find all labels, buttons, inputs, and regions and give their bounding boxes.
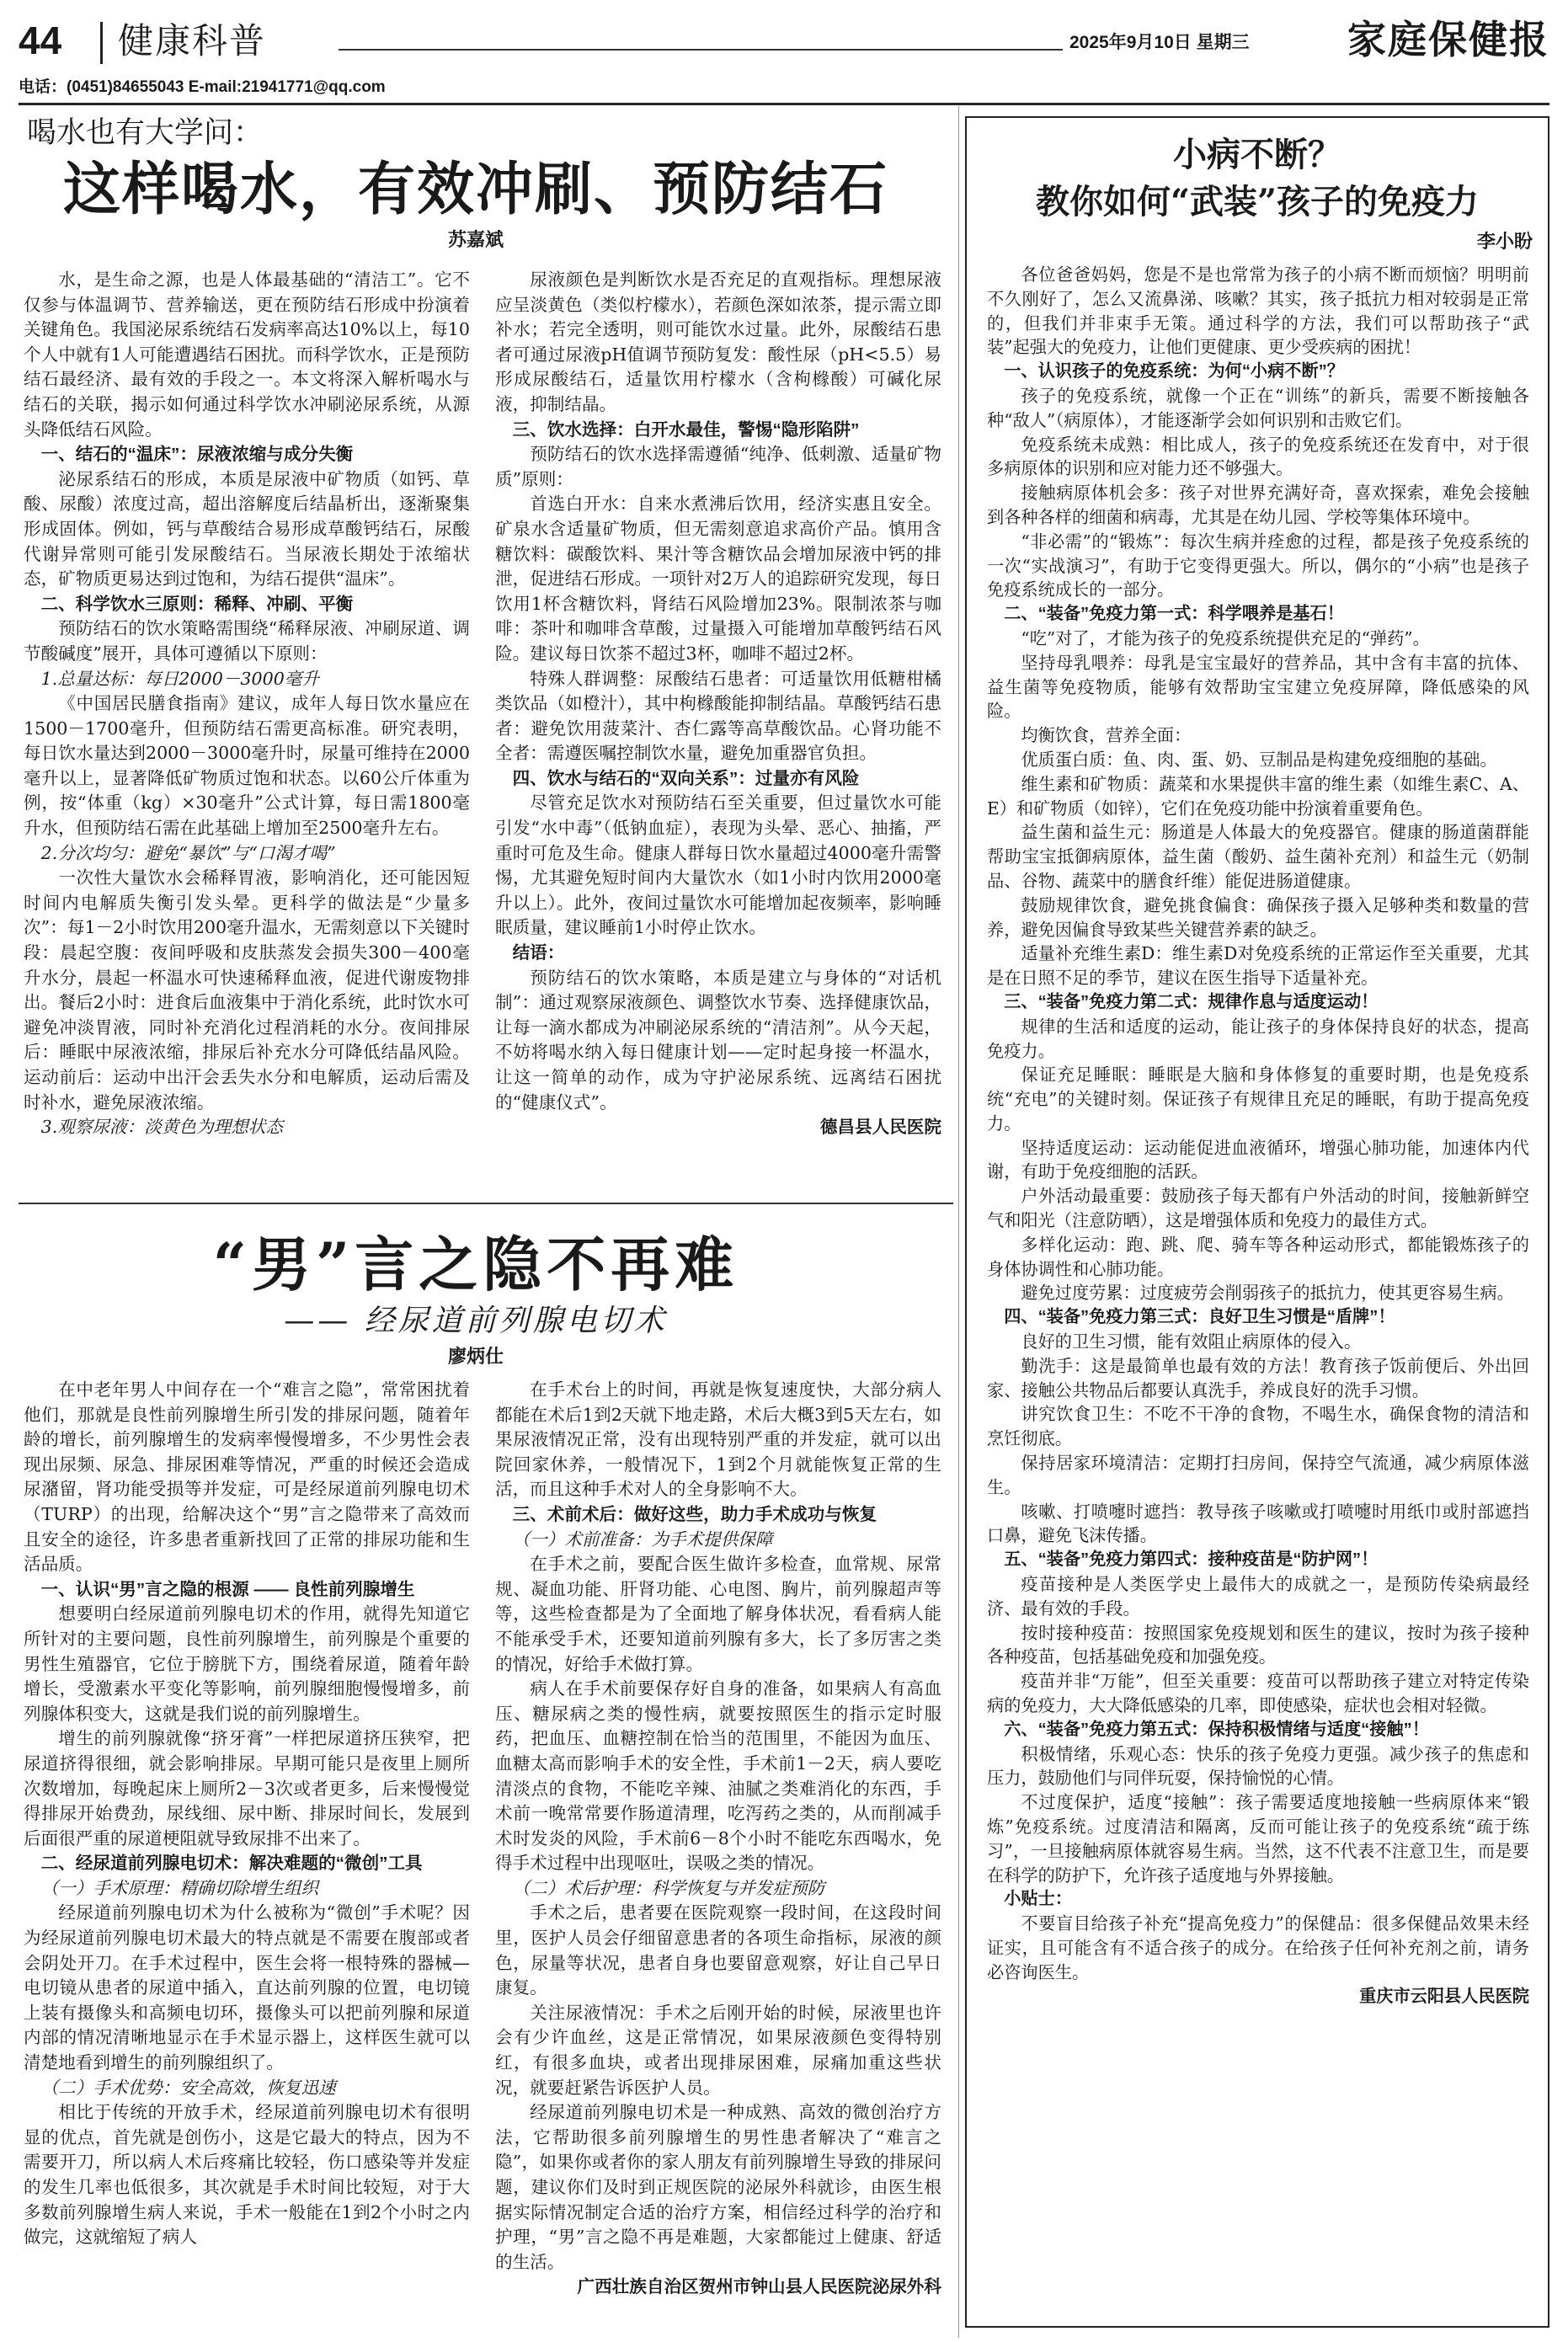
article1-column-2 (495, 268, 941, 1201)
article3-title-line2: 教你如何“武装”孩子的免疫力 (1035, 182, 1479, 221)
source-line: 重庆市云阳县人民医院 (1359, 1987, 1529, 2006)
article2-column-2 (495, 1378, 941, 2329)
section-heading: 二、科学饮水三原则：稀释、冲刷、平衡 (40, 594, 354, 614)
paragraph: “吃”对了，才能为孩子的免疫系统提供充足的“弹药”。 (1021, 627, 1430, 648)
paragraph: 经尿道前列腺电切术为什么被称为“微创”手术呢？因为经尿道前列腺电切术最大的特点就是不需要在腹部或者会阴处开刀。在手术过程中，医生会将一根特殊的器械—电切镜从患者的尿道中插入，直达前列腺的位置，电切镜上装有摄像头和高频电切环，摄像头可以把前列腺和尿道内部的情况清晰地显示在手术显示器上，这样医生就可以清楚地看到增生的前列腺组织了。 (24, 1902, 470, 2073)
paragraph: 坚持适度运动：运动能促进血液循环，增强心肺功能，加速体内代谢，有助于免疫细胞的活跃。 (987, 1137, 1529, 1182)
paragraph: 避免过度劳累：过度疲劳会削弱孩子的抵抗力，使其更容易生病。 (1021, 1283, 1514, 1304)
paragraph: 预防结石的饮水选择需遵循“纯净、低刺激、适量矿物质”原则： (495, 444, 941, 489)
paragraph: 接触病原体机会多：孩子对世界充满好奇，喜欢探索，难免会接触到各种各样的细菌和病毒，尤其是在幼儿园、学校等集体环境中。 (987, 483, 1529, 527)
paragraph: 不要盲目给孩子补充“提高免疫力”的保健品：很多保健品效果未经证实，且可能含有不适合孩子的成分。在给孩子任何补充剂之前，请务必咨询医生。 (987, 1913, 1529, 1982)
section-heading: 二、经尿道前列腺电切术：解决难题的“微创”工具 (40, 1854, 423, 1874)
paragraph: 尿液颜色是判断饮水是否充足的直观指标。理想尿液应呈淡黄色（类似柠檬水），若颜色深如浓茶，提示需立即补水；若完全透明，则可能饮水过量。此外，尿酸结石患者可通过尿液pH值调节预防复发：酸性尿（pH<5.5）易形成尿酸结石，适量饮用柠檬水（含枸橼酸）可碱化尿液，抑制结晶。 (495, 269, 941, 414)
paragraph: 一次性大量饮水会稀释胃液，影响消化，还可能因短时间内电解质失衡引发头晕。更科学的做法是“少量多次”：每1－2小时饮用200毫升温水，无需刻意以下关键时段：晨起空腹：夜间呼吸和皮肤蒸发会损失300－400毫升水分，晨起一杯温水可快速稀释血液，促进代谢废物排出。餐后2小时：进食后血液集中于消化系统，此时饮水可避免冲淡胃液，同时补充消化过程消耗的水分。夜间排尿后：睡眠中尿液浓缩，排尿后补充水分可降低结晶风险。运动前后：运动中出汗会丢失水分和电解质，运动后需及时补水，避免尿液浓缩。 (24, 867, 470, 1112)
header-rule (19, 103, 1549, 105)
article3-title-line1: 小病不断？ (1173, 135, 1341, 174)
article2-column-1 (24, 1378, 470, 2329)
section-title: 健康科普 (118, 20, 267, 61)
subheading: （一）术前准备：为手术提供保障 (512, 1528, 773, 1550)
section-heading: 三、术前术后：做好这些，助力手术成功与恢复 (512, 1504, 877, 1524)
issue-date: 2025年9月10日 星期三 (1069, 33, 1250, 52)
paragraph: 良好的卫生习惯，能有效阻止病原体的侵入。 (1021, 1331, 1362, 1352)
article3-body (987, 263, 1529, 2318)
paragraph: 勤洗手：这是最简单也最有效的方法！教育孩子饭前便后、外出回家、接触公共物品后都要认真洗手，养成良好的洗手习惯。 (987, 1355, 1529, 1400)
paragraph: 经尿道前列腺电切术是一种成熟、高效的微创治疗方法，它帮助很多前列腺增生的男性患者解决了“难言之隐”，如果你或者你的家人朋友有前列腺增生导致的排尿问题，建议你们及时到正规医院的泌尿外科就诊，由医生根据实际情况制定合适的治疗方案，相信经过科学的治疗和护理，“男”言之隐不再是难题，大家都能过上健康、舒适的生活。 (495, 2102, 941, 2272)
paragraph: 关注尿液情况：手术之后刚开始的时候，尿液里也许会有少许血丝，这是正常情况，如果尿液颜色变得特别红，有很多血块，或者出现排尿困难，尿痛加重这些状况，就要赶紧告诉医护人员。 (495, 2002, 941, 2098)
paragraph: 泌尿系结石的形成，本质是尿液中矿物质（如钙、草酸、尿酸）浓度过高，超出溶解度后结晶析出，逐渐聚集形成固体。例如，钙与草酸结合易形成草酸钙结石，尿酸代谢异常则可能引发尿酸结石。当尿液长期处于浓缩状态，矿物质更易达到过饱和，为结石提供“温床”。 (24, 468, 470, 590)
article1-author: 苏嘉斌 (447, 229, 504, 250)
paragraph: 在中老年男人中间存在一个“难言之隐”，常常困扰着他们，那就是良性前列腺增生所引发的排尿问题，随着年龄的增长，前列腺增生的发病率慢慢增多，不少男性会表现出尿频、尿急、排尿困难等情况，严重的时候还会造成尿潴留，肾功能受损等并发症，可是经尿道前列腺电切术（TURP）的出现，给解决这个“男”言之隐带来了高效而且安全的途径，许多患者重新找回了正常的排尿功能和生活品质。 (24, 1379, 470, 1575)
paragraph: 讲究饮食卫生：不吃不干净的食物，不喝生水，确保食物的清洁和烹饪彻底。 (987, 1404, 1529, 1449)
paragraph: 适量补充维生素D：维生素D对免疫系统的正常运作至关重要，尤其是在日照不足的季节，建议在医生指导下适量补充。 (987, 943, 1529, 989)
section-heading: 四、“装备”免疫力第三式：良好卫生习惯是“盾牌”！ (1004, 1308, 1395, 1327)
paragraph: 首选白开水：自来水煮沸后饮用，经济实惠且安全。矿泉水含适量矿物质，但无需刻意追求高价产品。慎用含糖饮料：碳酸饮料、果汁等含糖饮品会增加尿液中钙的排泄，促进结石形成。一项针对2万人的追踪研究发现，每日饮用1杯含糖饮料，肾结石风险增加23%。限制浓茶与咖啡：茶叶和咖啡含草酸，过量摄入可能增加草酸钙结石风险。建议每日饮茶不超过3杯，咖啡不超过2杯。 (495, 493, 941, 664)
paragraph: 手术之后，患者要在医院观察一段时间，在这段时间里，医护人员会仔细留意患者的各项生命指标，尿液的颜色，尿量等状况，患者自身也要留意观察，好让自己早日康复。 (495, 1902, 941, 1998)
paragraph: 不过度保护，适度“接触”：孩子需要适度地接触一些病原体来“锻炼”免疫系统。过度清洁和隔离，反而可能让孩子的免疫系统“疏于练习”，一旦接触病原体就容易生病。当然，这不代表不注意卫生，而是要在科学的防护下，允许孩子适度地与外界接触。 (987, 1792, 1529, 1886)
paragraph: 鼓励规律饮食，避免挑食偏食：确保孩子摄入足够种类和数量的营养，避免因偏食导致某些关键营养素的缺乏。 (987, 894, 1529, 940)
masthead-rule (339, 49, 1063, 51)
paragraph: 在手术之前，要配合医生做许多检查，血常规、尿常规、凝血功能、肝肾功能、心电图、胸片，前列腺超声等等，这些检查都是为了全面地了解身体状况，看看病人能不能承受手术，还要知道前列腺有多大，长了多厉害之类的情况，好给手术做打算。 (495, 1554, 941, 1674)
newspaper-brand: 家庭保健报 (1347, 17, 1549, 62)
source-line: 广西壮族自治区贺州市钟山县人民医院泌尿外科 (577, 2277, 941, 2297)
paragraph: 积极情绪，乐观心态：快乐的孩子免疫力更强。减少孩子的焦虑和压力，鼓励他们与同伴玩耍，保持愉悦的心情。 (987, 1743, 1529, 1789)
section-heading: 四、饮水与结石的“双向关系”：过量亦有风险 (512, 768, 860, 788)
section-heading: 一、认识孩子的免疫系统：为何“小病不断”？ (1004, 362, 1344, 381)
masthead-divider (100, 22, 103, 64)
paragraph: 按时接种疫苗：按照国家免疫规划和医生的建议，按时为孩子接种各种疫苗，包括基础免疫和加强免疫。 (987, 1622, 1529, 1667)
paragraph: 预防结石的饮水策略，本质是建立与身体的“对话机制”：通过观察尿液颜色、调整饮水节奏、选择健康饮品，让每一滴水都成为冲刷泌尿系统的“清洁剂”。从今天起，不妨将喝水纳入每日健康计划——定时起身接一杯温水，让这一简单的动作，成为守护泌尿系统、远离结石困扰的“健康仪式”。 (495, 967, 941, 1112)
subheading: 2.分次均匀：避免“暴饮”与“口渴才喝” (40, 842, 336, 863)
paragraph: 孩子的免疫系统，就像一个正在“训练”的新兵，需要不断接触各种“敌人”（病原体），才能逐渐学会如何识别和击败它们。 (987, 385, 1529, 430)
paragraph: 均衡饮食，营养全面： (1021, 725, 1192, 746)
article2-author: 廖炳仕 (447, 1346, 504, 1367)
masthead (19, 15, 1549, 74)
subheading: （二）术后护理：科学恢复与并发症预防 (512, 1877, 825, 1898)
paragraph: 病人在手术前要保存好自身的准备，如果病人有高血压、糖尿病之类的慢性病，就要按照医生的指示定时服药，把血压、血糖控制在恰当的范围里，不能因为血压、血糖太高而影响手术的安全性，手术前1－2天，病人要吃清淡点的食物，不能吃辛辣、油腻之类难消化的东西，手术前一晚常常要作肠道清理，吃泻药之类的，从而削减手术时发炎的风险，手术前6－8个小时不能吃东西喝水，免得手术过程中出现呕吐，误吸之类的情况。 (495, 1678, 941, 1874)
paragraph: 疫苗并非“万能”，但至关重要：疫苗可以帮助孩子建立对特定传染病的免疫力，大大降低感染的几率，即使感染，症状也会相对轻微。 (987, 1671, 1529, 1716)
page-number: 44 (19, 19, 62, 62)
section-heading: 三、“装备”免疫力第二式：规律作息与适度运动！ (1004, 992, 1379, 1011)
paragraph: 在手术台上的时间，再就是恢复速度快，大部分病人都能在术后1到2天就下地走路，术后大概3到5天左右，如果尿液情况正常，没有出现特别严重的并发症，就可以出院回家休养，一般情况下，1到2个月就能恢复正常的生活，而且这种手术对人的全身影响不大。 (495, 1379, 941, 1500)
column-separator (958, 106, 959, 2338)
section-heading: 一、结石的“温床”：尿液浓缩与成分失衡 (40, 445, 354, 465)
paragraph: 保证充足睡眠：睡眠是大脑和身体修复的重要时期，也是免疫系统“充电”的关键时刻。保证孩子有规律且充足的睡眠，有助于提高免疫力。 (987, 1064, 1529, 1134)
section-heading: 一、认识“男”言之隐的根源 —— 良性前列腺增生 (40, 1579, 415, 1599)
paragraph: 各位爸爸妈妈，您是不是也常常为孩子的小病不断而烦恼？明明前不久刚好了，怎么又流鼻涕、咳嗽？其实，孩子抵抗力相对较弱是正常的，但我们并非束手无策。通过科学的方法，我们可以帮助孩子“武装”起强大的免疫力，让他们更健康、更少受疾病的困扰！ (987, 264, 1529, 358)
subheading: 1.总量达标：每日2000－3000毫升 (40, 668, 319, 689)
section-heading: 五、“装备”免疫力第四式：接种疫苗是“防护网”！ (1004, 1550, 1379, 1570)
paragraph: 多样化运动：跑、跳、爬、骑车等各种运动形式，都能锻炼孩子的身体协调性和心肺功能。 (987, 1234, 1529, 1279)
section-heading: 结语： (512, 943, 565, 963)
paragraph: 想要明白经尿道前列腺电切术的作用，就得先知道它所针对的主要问题，良性前列腺增生，前列腺是个重要的男性生殖器官，它位于膀胱下方，围绕着尿道，随着年龄增长，受激素水平变化等影响，前列腺细胞慢慢增多，前列腺体积变大，这就是我们说的前列腺增生。 (24, 1603, 470, 1724)
paragraph: 免疫系统未成熟：相比成人，孩子的免疫系统还在发育中，对于很多病原体的识别和应对能力还不够强大。 (987, 434, 1529, 479)
paragraph: 尽管充足饮水对预防结石至关重要，但过量饮水可能引发“水中毒”（低钠血症），表现为头晕、恶心、抽搐，严重时可危及生命。健康人群每日饮水量超过4000毫升需警惕，尤其避免短时间内大量饮水（如1小时内饮用2000毫升以上）。此外，夜间过量饮水可能增加起夜频率，影响睡眠质量，建议睡前1小时停止饮水。 (495, 792, 941, 938)
paragraph: 预防结石的饮水策略需围绕“稀释尿液、冲刷尿道、调节酸碱度”展开，具体可遵循以下原则： (24, 618, 470, 664)
paragraph: 规律的生活和适度的运动，能让孩子的身体保持良好的状态，提高免疫力。 (987, 1016, 1529, 1061)
paragraph: 保持居家环境清洁：定期打扫房间，保持空气流通，减少病原体滋生。 (987, 1453, 1529, 1497)
paragraph: 益生菌和益生元：肠道是人体最大的免疫器官。健康的肠道菌群能帮助宝宝抵御病原体，益生菌（酸奶、益生菌补充剂）和益生元（奶制品、谷物、蔬菜中的膳食纤维）能促进肠道健康。 (987, 822, 1529, 891)
section-heading: 三、饮水选择：白开水最佳，警惕“隐形陷阱” (512, 419, 860, 440)
paragraph: 坚持母乳喂养：母乳是宝宝最好的营养品，其中含有丰富的抗体、益生菌等免疫物质，能够有效帮助宝宝建立免疫屏障，降低感染的风险。 (987, 652, 1529, 722)
paragraph: 特殊人群调整：尿酸结石患者：可适量饮用低糖柑橘类饮品（如橙汁），其中枸橼酸能抑制结晶。草酸钙结石患者：避免饮用菠菜汁、杏仁露等高草酸饮品。心肾功能不全者：需遵医嘱控制饮水量，避免加重器官负担。 (495, 668, 941, 764)
article2-subtitle: —— 经尿道前列腺电切术 (284, 1304, 668, 1338)
paragraph: 增生的前列腺就像“挤牙膏”一样把尿道挤压狭窄，把尿道挤得很细，就会影响排尿。早期可能只是夜里上厕所次数增加，每晚起床上厕所2－3次或者更多，后来慢慢觉得排尿开始费劲，尿线细、尿中断、排尿时间长，发展到后面很严重的尿道梗阻就导致尿排不出来了。 (24, 1728, 470, 1849)
subheading: 3.观察尿液：淡黄色为理想状态 (40, 1117, 283, 1138)
article-divider (19, 1203, 953, 1204)
paragraph: 水，是生命之源，也是人体最基础的“清洁工”。它不仅参与体温调节、营养输送，更在预防结石形成中扮演着关键角色。我国泌尿系统结石发病率高达10%以上，每10个人中就有1人可能遭遇结石困扰。而科学饮水，正是预防结石最经济、最有效的手段之一。本文将深入解析喝水与结石的关联，揭示如何通过科学饮水冲刷泌尿系统，从源头降低结石风险。 (24, 269, 470, 440)
article1-title: 这样喝水，有效冲刷、预防结石 (62, 156, 888, 223)
paragraph: 维生素和矿物质：蔬菜和水果提供丰富的维生素（如维生素C、A、E）和矿物质（如锌），它们在免疫功能中扮演着重要角色。 (987, 773, 1529, 819)
paragraph: “非必需”的“锻炼”：每次生病并痊愈的过程，都是孩子免疫系统的一次“实战演习”，有助于它变得更强大。所以，偶尔的“小病”也是孩子免疫系统成长的一部分。 (987, 531, 1529, 600)
section-heading: 六、“装备”免疫力第五式：保持积极情绪与适度“接触”！ (1004, 1720, 1429, 1739)
subheading: （二）手术优势：安全高效，恢复迅速 (40, 2077, 336, 2098)
section-heading: 小贴士： (1004, 1890, 1072, 1909)
article3-author: 李小盼 (1476, 231, 1533, 252)
article2-title: “男”言之隐不再难 (212, 1230, 739, 1299)
paragraph: 相比于传统的开放手术，经尿道前列腺电切术有很明显的优点，首先就是创伤小，这是它最大的特点，因为不需要开刀，所以病人术后疼痛比较轻，伤口感染等并发症的发生几率也低很多，其次就是手术时间比较短，对于大多数前列腺增生病人来说，手术一般能在1到2个小时之内做完，这就缩短了病人 (24, 2102, 470, 2248)
subheading: （一）手术原理：精确切除增生组织 (40, 1877, 319, 1898)
article1-column-1 (24, 268, 470, 1201)
source-line: 德昌县人民医院 (819, 1118, 941, 1138)
paragraph: 《中国居民膳食指南》建议，成年人每日饮水量应在1500－1700毫升，但预防结石需更高标准。研究表明，每日饮水量达到2000－3000毫升时，尿量可维持在2000毫升以上，显著降低矿物质过饱和状态。以60公斤体重为例，按“体重（kg）×30毫升”公式计算，每日需1800毫升水，但预防结石需在此基础上增加至2500毫升左右。 (24, 693, 470, 839)
paragraph: 咳嗽、打喷嚏时遮挡：教导孩子咳嗽或打喷嚏时用纸巾或肘部遮挡口鼻，避免飞沫传播。 (987, 1501, 1529, 1546)
paragraph: 疫苗接种是人类医学史上最伟大的成就之一，是预防传染病最经济、最有效的手段。 (987, 1574, 1529, 1619)
paragraph: 优质蛋白质：鱼、肉、蛋、奶、豆制品是构建免疫细胞的基础。 (1021, 749, 1497, 770)
article1-kicker: 喝水也有大学问： (27, 116, 264, 150)
contact-line: 电话：(0451)84655043 E-mail:21941771@qq.com (19, 78, 386, 96)
section-heading: 二、“装备”免疫力第一式：科学喂养是基石！ (1004, 605, 1344, 624)
paragraph: 户外活动最重要：鼓励孩子每天都有户外活动的时间，接触新鲜空气和阳光（注意防晒），这是增强体质和免疫力的最佳方式。 (987, 1186, 1529, 1231)
